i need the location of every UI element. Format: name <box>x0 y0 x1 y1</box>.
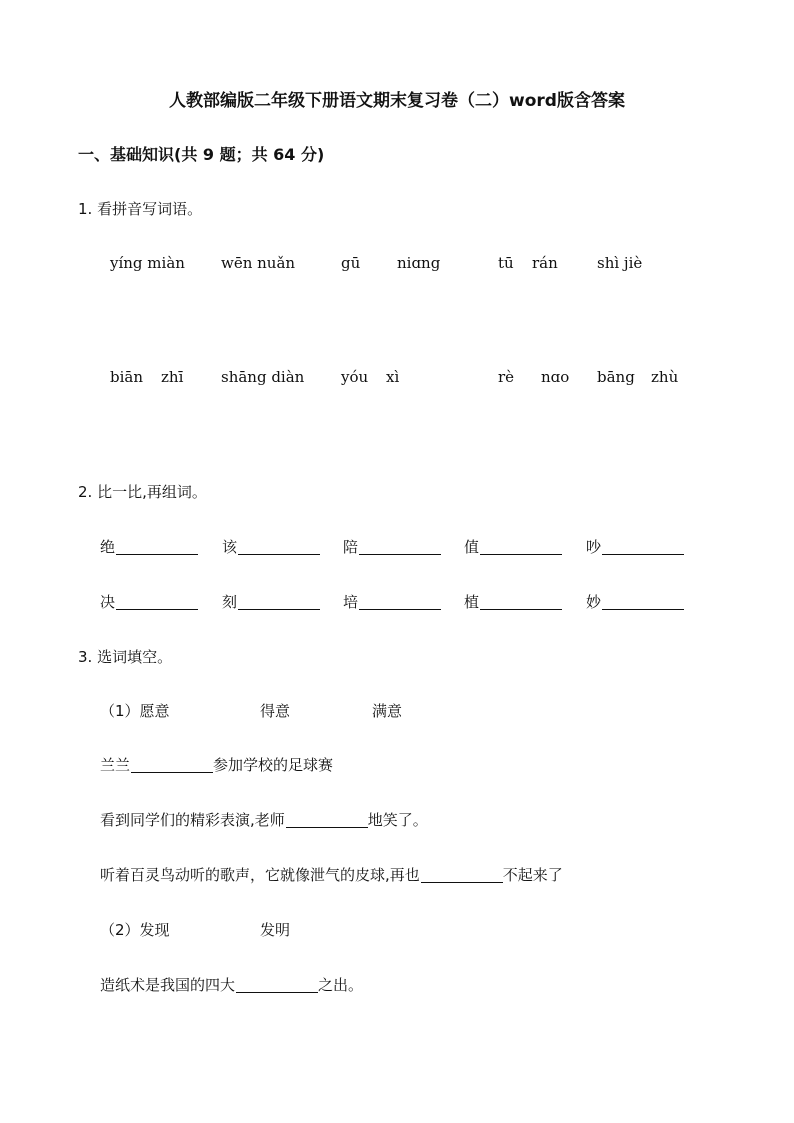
answer-blank[interactable] <box>286 811 368 828</box>
pinyin-item: rè <box>498 368 515 386</box>
answer-blank[interactable] <box>238 538 320 555</box>
character: 该 <box>222 538 238 556</box>
compare-cell <box>222 591 320 612</box>
sentence-text: 看到同学们的精彩表演,老师 <box>100 811 285 829</box>
compare-cell <box>222 536 320 557</box>
pinyin-item: tū <box>498 254 514 272</box>
compare-cell <box>100 591 198 612</box>
pinyin-item: xì <box>386 368 400 386</box>
word-option-group-1-label: （1）愿意 <box>100 702 170 720</box>
answer-blank[interactable] <box>359 538 441 555</box>
question-1-label: 1. 看拼音写词语。 <box>78 200 203 218</box>
word-option: 发明 <box>260 921 291 939</box>
character: 陪 <box>343 538 359 556</box>
question-2-label: 2. 比一比,再组词。 <box>78 483 207 501</box>
character: 绝 <box>100 538 116 556</box>
character: 植 <box>464 593 480 611</box>
page-title: 人教部编版二年级下册语文期末复习卷（二）word版含答案 <box>169 91 625 111</box>
compare-cell <box>464 536 562 557</box>
sentence-text: 地笑了。 <box>367 811 428 829</box>
pinyin-item: gū <box>341 254 361 272</box>
answer-blank[interactable] <box>236 976 318 993</box>
question-3-label: 3. 选词填空。 <box>78 648 173 666</box>
compare-cell <box>100 536 198 557</box>
pinyin-item: yíng miàn <box>110 254 185 272</box>
answer-blank[interactable] <box>421 866 503 883</box>
pinyin-item: niɑng <box>397 254 441 272</box>
answer-blank[interactable] <box>602 538 684 555</box>
answer-blank[interactable] <box>116 593 198 610</box>
character: 妙 <box>586 593 602 611</box>
character: 值 <box>464 538 480 556</box>
sentence-text: 造纸术是我国的四大 <box>100 976 236 994</box>
character: 培 <box>343 593 359 611</box>
compare-cell <box>586 536 684 557</box>
fill-sentence <box>100 864 563 885</box>
character: 吵 <box>586 538 602 556</box>
pinyin-item: wēn nuǎn <box>221 254 296 272</box>
word-option: 得意 <box>260 702 291 720</box>
pinyin-item: zhù <box>651 368 679 386</box>
pinyin-item: bāng <box>597 368 635 386</box>
answer-blank[interactable] <box>602 593 684 610</box>
word-option-group-2-label: （2）发现 <box>100 921 170 939</box>
fill-sentence <box>100 809 428 830</box>
compare-cell <box>586 591 684 612</box>
pinyin-item: rán <box>532 254 558 272</box>
pinyin-item: shāng diàn <box>221 368 305 386</box>
fill-sentence <box>100 754 333 775</box>
answer-blank[interactable] <box>116 538 198 555</box>
pinyin-item: shì jiè <box>597 254 643 272</box>
compare-cell <box>343 591 441 612</box>
compare-cell <box>343 536 441 557</box>
character: 刻 <box>222 593 238 611</box>
sentence-text: 参加学校的足球赛 <box>213 756 334 774</box>
sentence-text: 不起来了 <box>502 866 563 884</box>
character: 决 <box>100 593 116 611</box>
pinyin-item: yóu <box>341 368 369 386</box>
fill-sentence <box>100 974 363 995</box>
word-option: 满意 <box>372 702 403 720</box>
sentence-text: 兰兰 <box>100 756 131 774</box>
answer-blank[interactable] <box>238 593 320 610</box>
answer-blank[interactable] <box>359 593 441 610</box>
section-heading: 一、基础知识(共 9 题；共 64 分) <box>78 145 325 164</box>
answer-blank[interactable] <box>131 756 213 773</box>
pinyin-item: zhī <box>161 368 184 386</box>
sentence-text: 之出。 <box>318 976 364 994</box>
pinyin-item: biān <box>110 368 144 386</box>
answer-blank[interactable] <box>480 593 562 610</box>
answer-blank[interactable] <box>480 538 562 555</box>
compare-cell <box>464 591 562 612</box>
sentence-text: 听着百灵鸟动听的歌声，它就像泄气的皮球,再也 <box>100 866 420 884</box>
pinyin-item: nɑo <box>541 368 570 386</box>
